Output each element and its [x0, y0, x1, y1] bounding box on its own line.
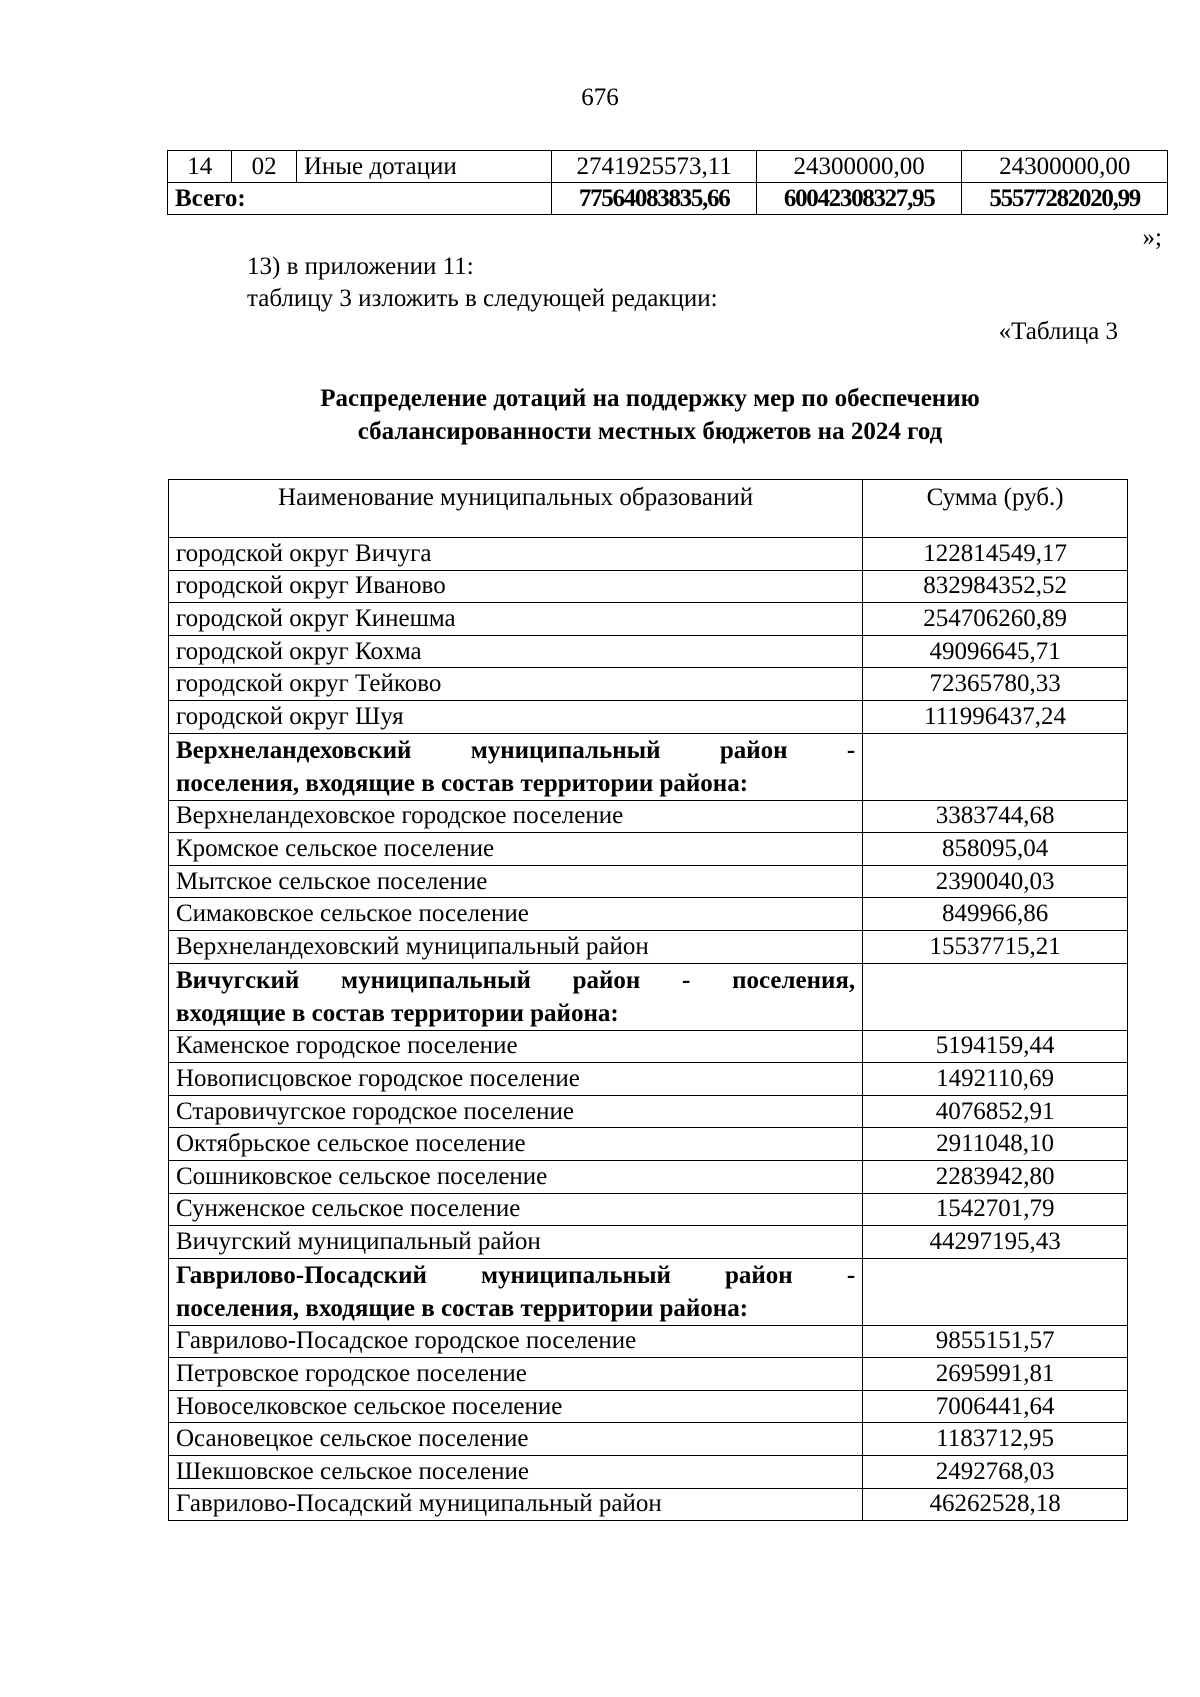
table-label: «Таблица 3: [998, 318, 1118, 345]
municipality-name: городской округ Шуя: [169, 700, 863, 733]
code-cell: 14: [168, 151, 232, 183]
group-header-row: [169, 963, 1128, 1030]
total-value: 60042308327,95: [756, 183, 962, 215]
total-label: Всего:: [168, 183, 552, 215]
table-row: [169, 635, 1128, 668]
municipality-name: Старовичугское городское поселение: [169, 1095, 863, 1128]
heading-line: сбалансированности местных бюджетов на 2024 год: [357, 418, 943, 445]
sum-value: 3383744,68: [863, 800, 1128, 833]
group-title-line: Верхнеландеховский муниципальный район -: [176, 736, 856, 764]
sum-value: 1542701,79: [863, 1193, 1128, 1226]
sum-value: 2283942,80: [863, 1160, 1128, 1193]
table-row: [169, 538, 1128, 571]
total-value: 77564083835,66: [552, 183, 756, 215]
table-row: [169, 1095, 1128, 1128]
sum-value: 849966,86: [863, 898, 1128, 931]
municipality-name: городской округ Иваново: [169, 570, 863, 603]
name-cell: Иные дотации: [296, 151, 552, 183]
municipality-name: Верхнеландеховское городское поселение: [169, 800, 863, 833]
table-row: [169, 570, 1128, 603]
group-title-line: поселения, входящие в состав территории района:: [176, 1294, 749, 1322]
table-row: [169, 930, 1128, 963]
table-row: [169, 833, 1128, 866]
table-row: [169, 898, 1128, 931]
sum-value: 2492768,03: [863, 1456, 1128, 1489]
empty-sum-cell: [863, 1258, 1128, 1325]
sum-value: 49096645,71: [863, 635, 1128, 668]
column-header-name: Наименование муниципальных образований: [169, 480, 863, 538]
table-row: [169, 800, 1128, 833]
sum-value: 9855151,57: [863, 1325, 1128, 1358]
table-row: [169, 1358, 1128, 1391]
document-heading: [0, 382, 1200, 448]
group-title-line: Гаврилово-Посадский муниципальный район -: [176, 1261, 856, 1289]
table-row: [169, 700, 1128, 733]
group-header-row: [169, 733, 1128, 800]
sum-value: 15537715,21: [863, 930, 1128, 963]
table-row: [169, 668, 1128, 701]
municipality-name: Петровское городское поселение: [169, 1358, 863, 1391]
sum-value: 858095,04: [863, 833, 1128, 866]
empty-sum-cell: [863, 963, 1128, 1030]
allocation-table-body: [169, 480, 1128, 1521]
table-row: [169, 1456, 1128, 1489]
table-row: [169, 1423, 1128, 1456]
municipality-name: Верхнеландеховский муниципальный район: [169, 930, 863, 963]
table-row: [169, 1128, 1128, 1161]
table-row: [169, 1226, 1128, 1259]
group-header-row: [169, 1258, 1128, 1325]
municipality-name: Шекшовское сельское поселение: [169, 1456, 863, 1489]
municipality-name: Каменское городское поселение: [169, 1030, 863, 1063]
sum-value: 1183712,95: [863, 1423, 1128, 1456]
sum-value: 4076852,91: [863, 1095, 1128, 1128]
allocation-table: [168, 479, 1128, 1521]
sum-value: 72365780,33: [863, 668, 1128, 701]
sum-value: 254706260,89: [863, 603, 1128, 636]
table-row: [169, 1160, 1128, 1193]
municipality-name: Симаковское сельское поселение: [169, 898, 863, 931]
sum-value: 5194159,44: [863, 1030, 1128, 1063]
value-cell: 24300000,00: [756, 151, 962, 183]
table-row: [169, 1390, 1128, 1423]
sum-value: 122814549,17: [863, 538, 1128, 571]
empty-sum-cell: [863, 733, 1128, 800]
municipality-name: городской округ Кохма: [169, 635, 863, 668]
sum-value: 44297195,43: [863, 1226, 1128, 1259]
group-title: [169, 963, 863, 1030]
table-row: [168, 151, 1168, 183]
municipality-name: Сошниковское сельское поселение: [169, 1160, 863, 1193]
municipality-name: Новоселковское сельское поселение: [169, 1390, 863, 1423]
total-row: [168, 183, 1168, 215]
municipality-name: городской округ Тейково: [169, 668, 863, 701]
municipality-name: Осановецкое сельское поселение: [169, 1423, 863, 1456]
municipality-name: Кромское сельское поселение: [169, 833, 863, 866]
municipality-name: городской округ Кинешма: [169, 603, 863, 636]
sum-value: 1492110,69: [863, 1063, 1128, 1096]
sum-value: 111996437,24: [863, 700, 1128, 733]
code-cell: 02: [232, 151, 296, 183]
table-row: [169, 1325, 1128, 1358]
top-table: [167, 150, 1168, 215]
paragraph: 13) в приложении 11:: [247, 253, 474, 280]
group-title-line: входящие в состав территории района:: [176, 999, 619, 1027]
sum-value: 46262528,18: [863, 1488, 1128, 1521]
municipality-name: Мытское сельское поселение: [169, 865, 863, 898]
municipality-name: городской округ Вичуга: [169, 538, 863, 571]
table-row: [169, 1488, 1128, 1521]
table-row: [169, 1193, 1128, 1226]
group-title-line: Вичугский муниципальный район - поселения,: [176, 966, 856, 994]
heading-line: Распределение дотаций на поддержку мер по обеспечению: [320, 385, 980, 412]
group-title-line: поселения, входящие в состав территории района:: [176, 769, 749, 797]
value-cell: 2741925573,11: [552, 151, 756, 183]
table-row: [169, 865, 1128, 898]
table-header-row: [169, 480, 1128, 538]
municipality-name: Сунженское сельское поселение: [169, 1193, 863, 1226]
sum-value: 7006441,64: [863, 1390, 1128, 1423]
municipality-name: Октябрьское сельское поселение: [169, 1128, 863, 1161]
sum-value: 2911048,10: [863, 1128, 1128, 1161]
municipality-name: Вичугский муниципальный район: [169, 1226, 863, 1259]
municipality-name: Гаврилово-Посадский муниципальный район: [169, 1488, 863, 1521]
closing-quote: »;: [1142, 224, 1162, 251]
paragraph: таблицу 3 изложить в следующей редакции:: [247, 285, 718, 312]
page-number: 676: [581, 84, 619, 111]
sum-value: 2695991,81: [863, 1358, 1128, 1391]
sum-value: 2390040,03: [863, 865, 1128, 898]
group-title: [169, 1258, 863, 1325]
sum-value: 832984352,52: [863, 570, 1128, 603]
municipality-name: Гаврилово-Посадское городское поселение: [169, 1325, 863, 1358]
table-row: [169, 1030, 1128, 1063]
column-header-sum: Сумма (руб.): [863, 480, 1128, 538]
value-cell: 24300000,00: [962, 151, 1168, 183]
table-row: [169, 603, 1128, 636]
municipality-name: Новописцовское городское поселение: [169, 1063, 863, 1096]
total-value: 55577282020,99: [962, 183, 1168, 215]
table-row: [169, 1063, 1128, 1096]
group-title: [169, 733, 863, 800]
